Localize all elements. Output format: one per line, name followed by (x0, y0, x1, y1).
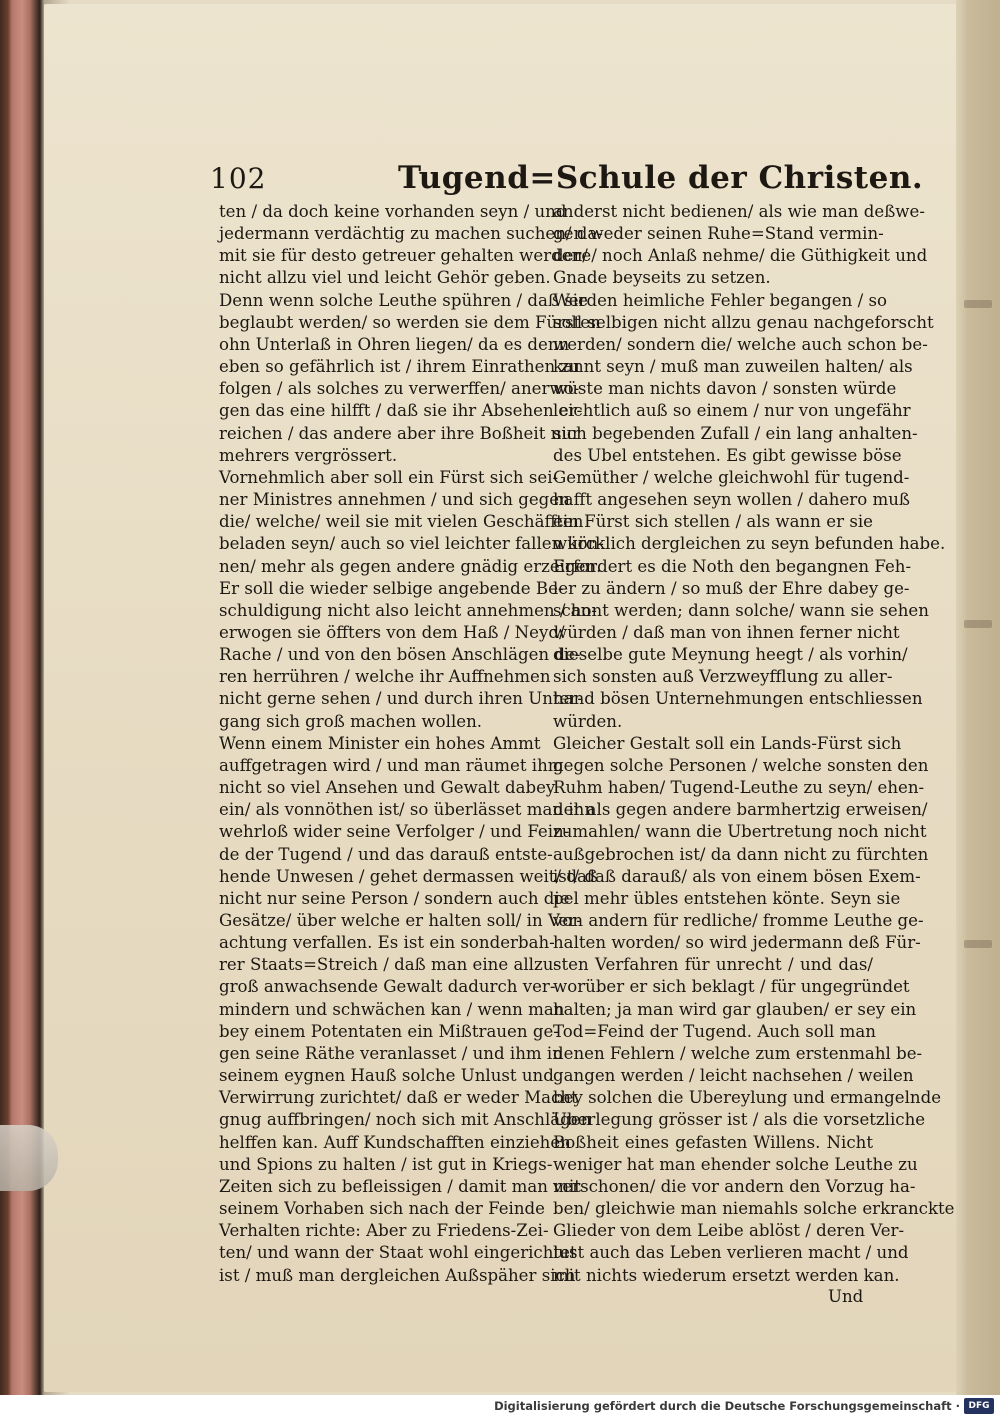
text-line: Er soll die wieder selbige angebende Be- (219, 578, 564, 598)
text-line: ler zu ändern / so muß der Ehre dabey ge- (553, 578, 910, 598)
text-line: Gemüther / welche gleichwohl für tugend- (553, 467, 910, 487)
text-line: sich sonsten auß Verzweyfflung zu aller- (553, 667, 893, 687)
text-line: ner Ministres annehmen / und sich gegen (219, 490, 570, 510)
text-line: von andern für redliche/ fromme Leuthe ge- (553, 911, 924, 930)
text-line: rer Staats=Streich / daß man eine allzu- (219, 955, 560, 975)
text-line: eben so gefährlich ist / ihrem Einrathen zu (219, 357, 580, 377)
bleed-through-mark (964, 940, 992, 948)
facing-page-edge (956, 0, 1000, 1395)
text-line: weniger hat man ehender solche Leuthe zu (553, 1154, 918, 1174)
dfg-logo: DFG (964, 1398, 994, 1414)
text-line: gen das eine hilfft / daß sie ihr Absehen er- (219, 401, 583, 421)
text-line: denen Fehlern / welche zum erstenmahl be- (553, 1043, 923, 1063)
text-line: jedermann verdächtig zu machen suchen/ da- (219, 224, 603, 244)
text-line: würden / daß man von ihnen ferner nicht (553, 622, 900, 642)
text-line: Gesätze/ über welche er halten soll/ in Ver- (219, 911, 582, 930)
text-line: gnug auffbringen/ noch sich mit Anschlägen (219, 1110, 592, 1130)
text-line: nicht gerne sehen / und durch ihren Unter- (219, 689, 583, 709)
running-title: Tugend=Schule der Christen. (398, 160, 924, 196)
text-line: pel mehr übles entstehen könte. Seyn sie (553, 888, 901, 908)
text-line: Tod=Feind der Tugend. Auch soll man (553, 1021, 876, 1041)
text-line: schuldigung nicht also leicht annehmen / an- (219, 600, 597, 620)
text-line: helffen kan. Auff Kundschafften einziehen (219, 1132, 571, 1152)
text-line: und Spions zu halten / ist gut in Kriegs- (219, 1154, 553, 1174)
text-line: ist/ daß darauß/ als von einem bösen Exem- (553, 866, 921, 886)
text-line: ein/ als vonnöthen ist/ so überlässet man ihn (219, 800, 596, 820)
text-line: beladen seyn/ auch so viel leichter fallen kön- (219, 534, 604, 554)
text-line: leichtlich auß so einem / nur von ungefähr (553, 401, 911, 421)
page-number: 102 (210, 162, 267, 195)
text-line: seinem Vorhaben sich nach der Feinde (219, 1199, 545, 1219)
text-line: kannt seyn / muß man zuweilen halten/ als (553, 357, 913, 377)
text-line: Gleicher Gestalt soll ein Lands-Fürst sich (553, 733, 902, 753)
text-line: gen seine Räthe veranlasset / und ihm in (219, 1043, 563, 1063)
text-line: werden/ sondern die/ welche auch schon be- (553, 334, 928, 354)
text-line: wüste man nichts davon / sonsten würde (553, 379, 897, 399)
text-line: beglaubt werden/ so werden sie dem Fürsten (219, 312, 601, 332)
text-line: verschonen/ die vor andern den Vorzug ha- (553, 1176, 916, 1196)
text-line: Verhalten richte: Aber zu Friedens-Zei- (219, 1221, 549, 1241)
footer-bar (0, 1395, 1000, 1418)
bleed-through-mark (964, 300, 992, 308)
text-line: lust auch das Leben verlieren macht / und (553, 1243, 909, 1263)
text-line: ein Fürst sich stellen / als wann er sie (553, 512, 873, 532)
text-line: mit sie für desto getreuer gehalten werden/ (219, 246, 588, 266)
text-line: auffgetragen wird / und man räumet ihm (219, 755, 564, 775)
text-line: Glieder von dem Leibe ablöst / deren Ver- (553, 1221, 905, 1241)
text-line: bey solchen die Ubereylung und ermangelnde (553, 1088, 942, 1108)
catchword: Und (828, 1287, 864, 1306)
text-line: außgebrochen ist/ da dann nicht zu fürchten (553, 844, 929, 864)
text-line: ten / da doch keine vorhanden seyn / und (219, 202, 567, 221)
text-line: de der Tugend / und das darauß entste- (219, 844, 553, 864)
text-line: des Ubel entstehen. Es gibt gewisse böse (553, 445, 902, 465)
text-line: Boßheit eines gefasten Willens. Nicht (553, 1132, 873, 1152)
text-line: halten; ja man wird gar glauben/ er sey ein (553, 999, 917, 1019)
text-line: Rache / und von den bösen Anschlägen de- (219, 645, 581, 665)
text-line: der als gegen andere barmhertzig erweisen/ (553, 800, 928, 820)
text-line: ben/ gleichwie man niemahls solche erkranckte (553, 1199, 955, 1219)
text-line: die/ welche/ weil sie mit vielen Geschäfften (219, 512, 584, 532)
text-line: ohn Unterlaß in Ohren liegen/ da es denn (219, 334, 570, 354)
text-line: nicht allzu viel und leicht Gehör geben. (219, 268, 551, 288)
text-line: mit nichts wiederum ersetzt werden kan. (553, 1265, 900, 1285)
text-line: gang sich groß machen wollen. (219, 711, 483, 731)
text-line: gangen werden / leicht nachsehen / weilen (553, 1066, 914, 1086)
text-line: seinem eygnen Hauß solche Unlust und (219, 1066, 554, 1086)
text-line: hende Unwesen / gehet dermassen weit/ daß (219, 866, 598, 886)
text-line: ten/ und wann der Staat wohl eingerichtet (219, 1243, 577, 1263)
text-line: Erfordert es die Noth den begangnen Feh- (553, 556, 912, 576)
text-line: reichen / das andere aber ihre Boßheit nur (219, 423, 580, 443)
text-line: groß anwachsende Gewalt dadurch ver- (219, 977, 556, 997)
text-line: folgen / als solches zu verwerffen/ anerwo- (219, 379, 580, 399)
text-line: gen weder seinen Ruhe=Stand vermin- (553, 224, 884, 244)
text-line: Uberlegung grösser ist / als die vorsetzliche (553, 1110, 926, 1130)
text-line: ren herrühren / welche ihr Auffnehmen (219, 667, 551, 687)
funding-notice: Digitalisierung gefördert durch die Deutsche Forschungsgemeinschaft · (494, 1399, 960, 1413)
text-line: soll selbigen nicht allzu genau nachgeforscht (553, 312, 934, 332)
text-line: erwogen sie öffters von dem Haß / Neyd/ (219, 622, 565, 642)
right-text-column (553, 201, 955, 1287)
text-line: mindern und schwächen kan / wenn man (219, 999, 565, 1019)
text-line: halten worden/ so wird jedermann deß Für- (553, 933, 921, 953)
text-line: Zeiten sich zu befleissigen / damit man mit (219, 1176, 581, 1196)
text-line: Werden heimliche Fehler begangen / so (553, 290, 887, 310)
text-line: dere/ noch Anlaß nehme/ die Güthigkeit und (553, 246, 928, 266)
text-line: mehrers vergrössert. (219, 445, 398, 465)
page-clip (0, 1125, 58, 1191)
text-line: nicht nur seine Person / sondern auch die (219, 888, 570, 908)
text-line: hand bösen Unternehmungen entschliessen (553, 689, 923, 709)
text-line: schont werden; dann solche/ wann sie sehen (553, 600, 929, 620)
text-line: Ruhm haben/ Tugend-Leuthe zu seyn/ ehen- (553, 778, 925, 798)
text-line: nicht so viel Ansehen und Gewalt dabey (219, 778, 556, 798)
text-line: Wenn einem Minister ein hohes Ammt (219, 733, 541, 753)
page-header (210, 160, 924, 200)
text-line: gegen solche Personen / welche sonsten den (553, 755, 929, 775)
text-line: Denn wenn solche Leuthe spühren / daß sie (219, 290, 588, 310)
text-line: zumahlen/ wann die Ubertretung noch nicht (553, 822, 927, 842)
text-line: Gnade beyseits zu setzen. (553, 268, 771, 288)
text-line: würcklich dergleichen zu seyn befunden habe. (553, 534, 946, 554)
text-line: hafft angesehen seyn wollen / dahero muß (553, 490, 910, 510)
text-line: wehrloß wider seine Verfolger / und Fein- (219, 822, 570, 842)
text-line: worüber er sich beklagt / für ungegründet (553, 977, 910, 997)
text-line: Verwirrung zurichtet/ daß er weder Macht (219, 1088, 578, 1108)
text-line: dieselbe gute Meynung heegt / als vorhin/ (553, 645, 908, 665)
text-line: ist / muß man dergleichen Außspäher sich (219, 1265, 576, 1285)
text-line: anderst nicht bedienen/ als wie man deßwe- (553, 202, 925, 221)
text-line: achtung verfallen. Es ist ein sonderbah- (219, 933, 555, 953)
text-line: sten Verfahren für unrecht / und das/ (553, 955, 873, 975)
text-line: würden. (553, 711, 623, 731)
bleed-through-mark (964, 620, 992, 628)
text-line: bey einem Potentaten ein Mißtrauen ge- (219, 1021, 559, 1041)
text-line: nen/ mehr als gegen andere gnädig erzeigen. (219, 556, 602, 576)
text-line: Vornehmlich aber soll ein Fürst sich sei- (219, 467, 559, 487)
text-line: sich begebenden Zufall / ein lang anhalten- (553, 423, 918, 443)
